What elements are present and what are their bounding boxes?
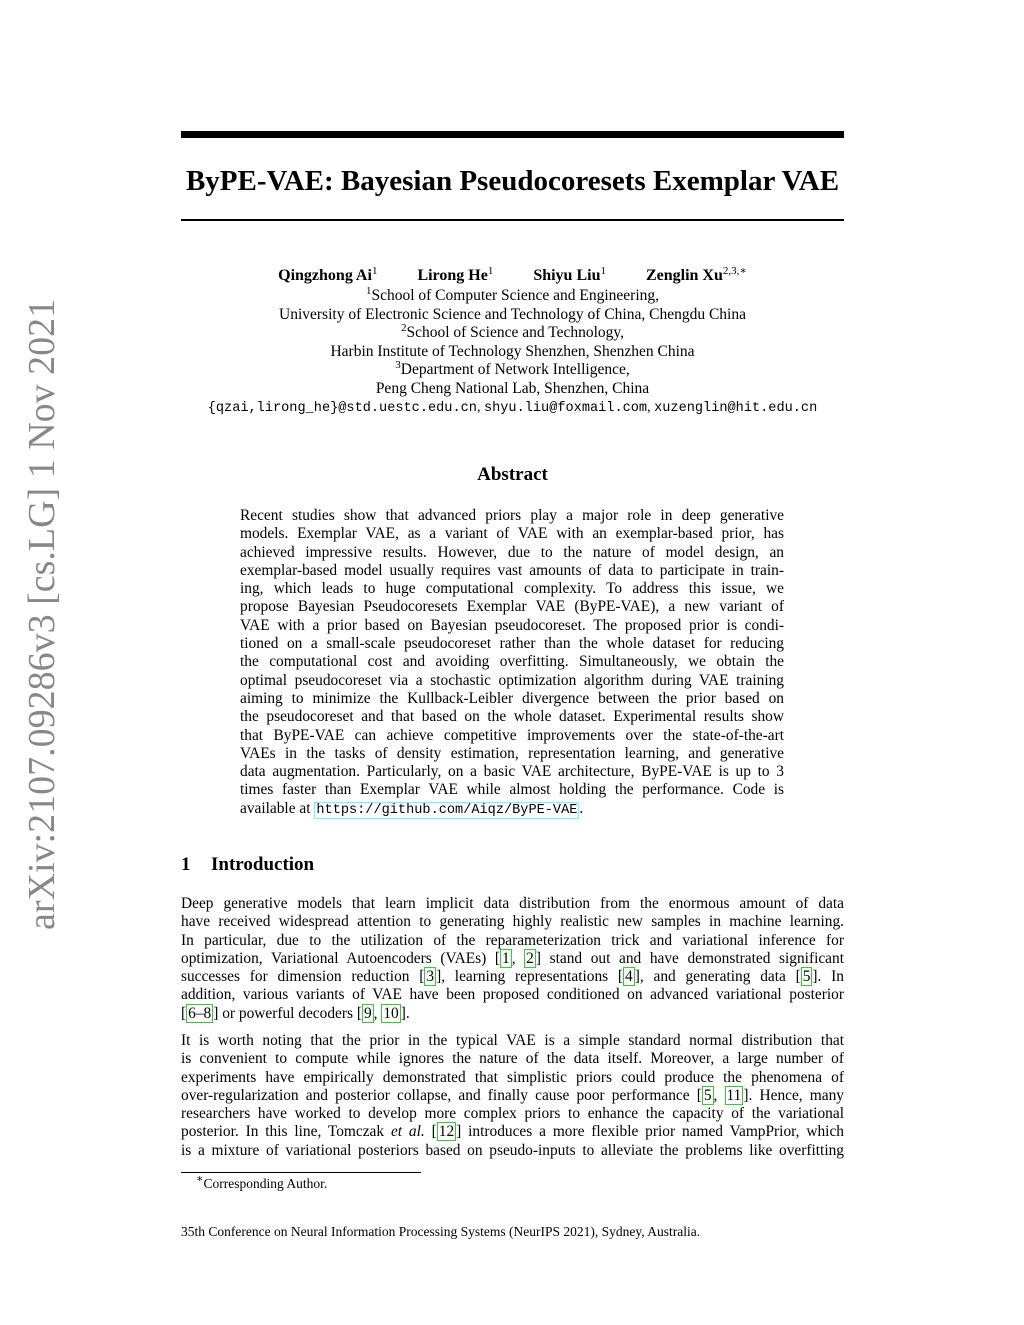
body-line: is a mixture of variational posteriors based on pseudo-inputs to alleviate the problems like overfitting	[181, 1141, 844, 1159]
citation-link[interactable]: 9	[363, 1004, 372, 1022]
title-bottom-rule	[181, 219, 844, 221]
body-line: Deep generative models that learn implicit data distribution from the enormous amount of data	[181, 895, 844, 912]
abstract-line: the pseudocoreset and that based on the whole dataset. Experimental results show	[240, 708, 784, 726]
affiliation-line: University of Electronic Science and Technology of China, Chengdu China	[279, 305, 746, 323]
author-emails: {qzai,lirong_he}@std.uestc.edu.cn, shyu.liu@foxmail.com, xuzenglin@hit.edu.cn	[207, 400, 818, 416]
author: Qingzhong Ai$^1$	[278, 265, 378, 284]
section-title: Introduction	[211, 854, 315, 875]
abstract-line: times faster than Exemplar VAE while almost holding the performance. Code is	[240, 781, 784, 799]
citation-link[interactable]: 10	[383, 1004, 399, 1022]
body-line: It is worth noting that the prior in the typical VAE is a simple standard normal distribution that	[181, 1032, 844, 1049]
body-line: successes for dimension reduction [ 3 ], learning representations [ 4 ], and generating data [ 5 ]. In	[181, 968, 844, 986]
abstract-line: tioned on a small-scale pseudocoreset rather than the whole dataset for reducing	[240, 635, 784, 653]
affiliation-line: $^2$School of Science and Technology,	[400, 322, 625, 342]
citation-link[interactable]: 11	[726, 1086, 742, 1104]
author: Lirong He$^1$	[417, 265, 494, 284]
body-line: In particular, due to the utilization of the reparameterization trick and variational inference for	[181, 931, 844, 949]
abstract-heading: Abstract	[477, 464, 548, 485]
body-line: optimization, Variational Autoencoders (VAEs) [ 1 , 2 ] stand out and have demonstrated significant	[181, 949, 844, 967]
citation-link[interactable]: 5	[802, 968, 811, 986]
abstract-line: achieved impressive results. However, due to the nature of model design, an	[240, 543, 784, 561]
abstract-line: the computational cost and avoiding overfitting. Simultaneously, we obtain the	[240, 653, 784, 671]
footnote-rule	[181, 1172, 421, 1173]
abstract-line: aiming to minimize the Kullback-Leibler divergence between the prior based on	[240, 689, 784, 707]
author: Shiyu Liu$^1$	[533, 265, 606, 284]
affiliation-line: $^1$School of Computer Science and Engineering,	[365, 285, 660, 304]
email-3[interactable]: xuzenglin@hit.edu.cn	[654, 401, 818, 416]
abstract-line: VAE with a prior based on Bayesian pseudocoreset. The proposed prior is condi-	[240, 616, 784, 634]
section-heading-introduction	[181, 853, 314, 877]
citation-link[interactable]: 4	[625, 968, 633, 986]
abstract-line: propose Bayesian Pseudocoresets Exemplar VAE (ByPE-VAE), a new variant of	[240, 598, 784, 616]
body-line: have received widespread attention to generating highly realistic new samples in machine learning.	[181, 913, 844, 931]
abstract-line: that ByPE-VAE can achieve competitive improvements over the state-of-the-art	[240, 726, 784, 744]
body-line: experiments have empirically demonstrated that simplistic priors could produce the phenomena of	[181, 1068, 844, 1086]
venue-footer: 35th Conference on Neural Information Processing Systems (NeurIPS 2021), Sydney, Australia.	[181, 1224, 701, 1239]
title-top-rule	[181, 131, 844, 138]
citation-link[interactable]: 12	[438, 1123, 455, 1141]
affiliation-line: $^3$Department of Network Intelligence,	[395, 359, 630, 379]
abstract-line: ing, which leads to huge computational complexity. To address this issue, we	[240, 580, 784, 598]
affiliations	[181, 287, 844, 399]
intro-paragraph-1	[181, 895, 844, 1023]
abstract-line: available at https://github.com/Aiqz/ByPE-VAE .	[240, 799, 584, 818]
footnote: ∗Corresponding Author.	[196, 1173, 328, 1191]
email-2[interactable]: shyu.liu@foxmail.com	[483, 401, 648, 416]
section-number: 1	[181, 854, 191, 875]
affiliation-line: Peng Cheng National Lab, Shenzhen, China	[375, 379, 650, 397]
citation-link[interactable]: 6–8	[188, 1004, 212, 1022]
abstract-line: optimal pseudocoreset via a stochastic optimization algorithm during VAE training	[240, 671, 784, 689]
body-line: [ 6–8 ] or powerful decoders [ 9 , 10 ].	[181, 1004, 410, 1022]
citation-link[interactable]: 5	[703, 1086, 712, 1104]
intro-paragraph-2	[181, 1032, 844, 1160]
affiliation-line: Harbin Institute of Technology Shenzhen, Shenzhen China	[330, 342, 695, 360]
code-link[interactable]: https://github.com/Aiqz/ByPE-VAE	[316, 802, 578, 818]
body-line: researchers have worked to develop more complex priors to enhance the capacity of the variational	[181, 1105, 844, 1123]
citation-link[interactable]: 2	[526, 949, 534, 967]
abstract-line: Recent studies show that advanced priors play a major role in deep generative	[240, 507, 784, 524]
body-line: addition, various variants of VAE have been proposed conditioned on advanced variational posterior	[181, 986, 844, 1004]
email-1[interactable]: {qzai,lirong_he}@std.uestc.edu.cn	[207, 401, 477, 416]
citation-link[interactable]: 3	[426, 968, 435, 986]
abstract-body	[240, 507, 784, 820]
author-list	[181, 265, 844, 287]
author: Zenglin $Xu^{2,3,∗}$	[645, 265, 747, 284]
body-line: posterior. In this line, Tomczak et al. [ 12 ] introduces a more flexible prior named VampPrior, which	[181, 1123, 844, 1141]
body-line: is convenient to compute while ignores the nature of the data itself. Moreover, a large number of	[181, 1050, 844, 1068]
abstract-line: data augmentation. Particularly, on a basic VAE architecture, ByPE-VAE is up to 3	[240, 763, 784, 781]
abstract-line: exemplar-based model usually requires vast amounts of data to participate in train-	[240, 561, 784, 579]
body-line: over-regularization and posterior collapse, and finally cause poor performance [ 5 , 11 ]. Hence, many	[181, 1086, 844, 1104]
abstract-line: VAEs in the tasks of density estimation, representation learning, and generative	[240, 744, 784, 762]
citation-link[interactable]: 1	[501, 949, 510, 967]
paper-title: ByPE-VAE: Bayesian Pseudocoresets Exemplar VAE	[185, 165, 840, 197]
arxiv-sidebar-stamp: arXiv:2107.09286v3 [cs.LG] 1 Nov 2021	[21, 298, 63, 930]
abstract-line: models. Exemplar VAE, as a variant of VAE with an exemplar-based prior, has	[240, 525, 784, 543]
